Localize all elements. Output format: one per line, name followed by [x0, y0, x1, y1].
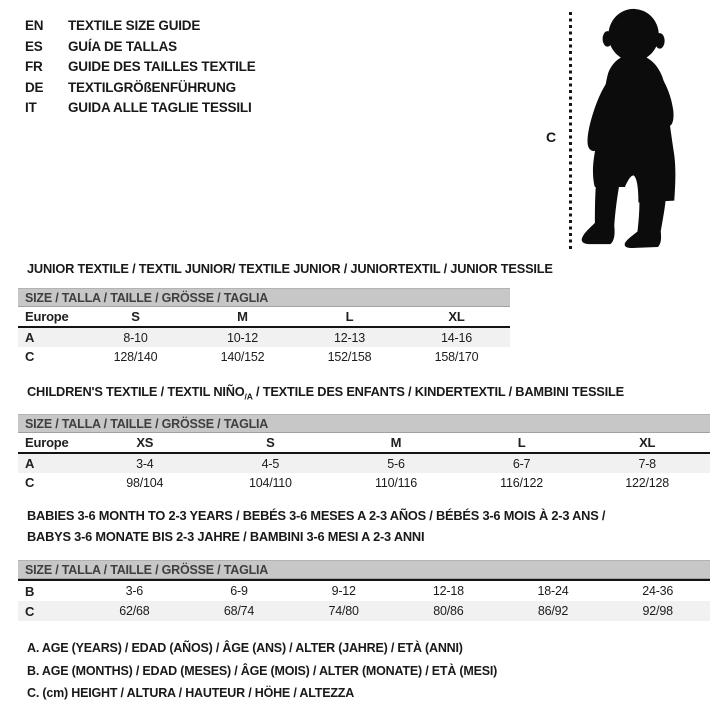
size-cell: M: [237, 309, 248, 324]
footnote-b: B. AGE (MONTHS) / EDAD (MESES) / ÂGE (MOIS) / ALTER (MONATE) / ETÀ (MESI): [27, 663, 498, 678]
lang-label: GUÍA DE TALLAS: [68, 38, 177, 54]
region-label: Europe: [25, 309, 69, 324]
value-cell: 3-6: [125, 584, 144, 598]
row-label: C: [25, 475, 35, 490]
value-cell: 92/98: [642, 604, 673, 618]
lang-row-de: [25, 78, 256, 99]
lang-row-en: [25, 16, 256, 37]
lang-code: ES: [25, 38, 43, 54]
size-cell: M: [390, 435, 402, 450]
footnote-c: C. (cm) HEIGHT / ALTURA / HAUTEUR / HÖHE / ALTEZZA: [27, 686, 355, 701]
table-row-months: [18, 581, 710, 601]
value-cell: 6-9: [230, 584, 248, 598]
value-cell: 14-16: [441, 330, 472, 345]
value-cell: 12-13: [334, 330, 365, 345]
table-row-sizes: [18, 433, 710, 452]
toddler-silhouette-image: [581, 6, 693, 248]
table-row-height: [18, 473, 710, 492]
value-cell: 10-12: [227, 330, 258, 345]
value-cell: 158/170: [434, 349, 479, 364]
size-cell: XL: [448, 309, 465, 324]
value-cell: 74/80: [328, 604, 359, 618]
value-cell: 6-7: [512, 456, 531, 471]
row-label: C: [25, 349, 35, 364]
babies-section-heading: [27, 505, 627, 547]
lang-label: TEXTILE SIZE GUIDE: [68, 18, 201, 33]
junior-size-table: [18, 288, 510, 366]
value-cell: 140/152: [220, 349, 265, 364]
row-label: C: [25, 603, 35, 619]
size-cell: XL: [639, 435, 656, 450]
table-row-height: [18, 601, 710, 621]
language-title-block: [25, 16, 256, 119]
value-cell: 116/122: [500, 475, 543, 490]
region-label: Europe: [25, 435, 69, 450]
children-section-heading: [27, 381, 624, 408]
value-cell: 24-36: [642, 584, 674, 598]
value-cell: 3-4: [136, 456, 154, 471]
value-cell: 80/86: [433, 604, 464, 618]
lang-label: GUIDA ALLE TAGLIE TESSILI: [68, 100, 252, 116]
lang-row-es: [25, 37, 256, 58]
value-cell: 18-24: [537, 584, 569, 598]
lang-code: EN: [25, 18, 44, 33]
value-cell: 4-5: [261, 456, 280, 471]
babies-heading-line1: BABIES 3-6 MONTH TO 2-3 YEARS / BEBÉS 3-6 MESES A 2-3 AÑOS / BÉBÉS 3-6 MOIS À 2-3 ANS /: [27, 508, 606, 523]
value-cell: 98/104: [126, 475, 164, 490]
size-bar: SIZE / TALLA / TAILLE / GRÖSSE / TAGLIA: [18, 414, 710, 433]
value-cell: 86/92: [537, 604, 569, 618]
value-cell: 9-12: [331, 584, 356, 598]
value-cell: 152/158: [327, 349, 372, 364]
lang-code: FR: [25, 59, 43, 75]
row-label: B: [25, 583, 35, 599]
size-bar: SIZE / TALLA / TAILLE / GRÖSSE / TAGLIA: [18, 560, 710, 579]
size-cell: XS: [136, 435, 154, 450]
babies-heading-line2: BABYS 3-6 MONATE BIS 2-3 JAHRE / BAMBINI 3-6 MESI A 2-3 ANNI: [27, 529, 425, 544]
lang-row-fr: [25, 57, 256, 78]
height-dimension-label: C: [546, 129, 556, 145]
lang-label: GUIDE DES TAILLES TEXTILE: [68, 59, 256, 75]
value-cell: 122/128: [625, 475, 670, 490]
table-row-height: [18, 347, 510, 366]
size-cell: S: [131, 309, 140, 324]
lang-row-it: [25, 98, 256, 119]
children-heading-pre: CHILDREN'S TEXTILE / TEXTIL NIÑO: [27, 384, 245, 399]
table-row-age: [18, 454, 710, 473]
value-cell: 104/110: [248, 475, 292, 490]
size-cell: L: [517, 435, 526, 450]
value-cell: 62/68: [119, 604, 150, 618]
value-cell: 7-8: [638, 456, 656, 471]
lang-code: DE: [25, 79, 44, 95]
value-cell: 68/74: [223, 604, 255, 618]
table-row-sizes: [18, 307, 510, 326]
footnote-a: A. AGE (YEARS) / EDAD (AÑOS) / ÂGE (ANS) / ALTER (JAHRE) / ETÀ (ANNI): [27, 641, 463, 655]
value-cell: 8-10: [123, 330, 148, 345]
lang-label: TEXTILGRÖßENFÜHRUNG: [68, 79, 236, 95]
children-heading-post: / TEXTILE DES ENFANTS / KINDERTEXTIL / BAMBINI TESSILE: [252, 384, 624, 399]
children-heading-sub: /A: [244, 391, 253, 402]
row-label: A: [25, 456, 35, 471]
height-dimension-line: [569, 12, 572, 249]
value-cell: 5-6: [387, 456, 405, 471]
size-cell: L: [345, 309, 354, 324]
value-cell: 110/116: [375, 475, 417, 490]
row-label: A: [25, 330, 35, 345]
babies-size-table: [18, 560, 710, 621]
value-cell: 12-18: [432, 584, 464, 598]
children-size-table: [18, 414, 710, 492]
lang-code: IT: [25, 100, 37, 116]
junior-section-heading: JUNIOR TEXTILE / TEXTIL JUNIOR/ TEXTILE JUNIOR / JUNIORTEXTIL / JUNIOR TESSILE: [27, 261, 553, 276]
footnotes: [27, 637, 497, 705]
size-bar: SIZE / TALLA / TAILLE / GRÖSSE / TAGLIA: [18, 288, 510, 307]
size-cell: S: [266, 435, 275, 450]
table-row-age: [18, 328, 510, 347]
value-cell: 128/140: [113, 349, 158, 364]
